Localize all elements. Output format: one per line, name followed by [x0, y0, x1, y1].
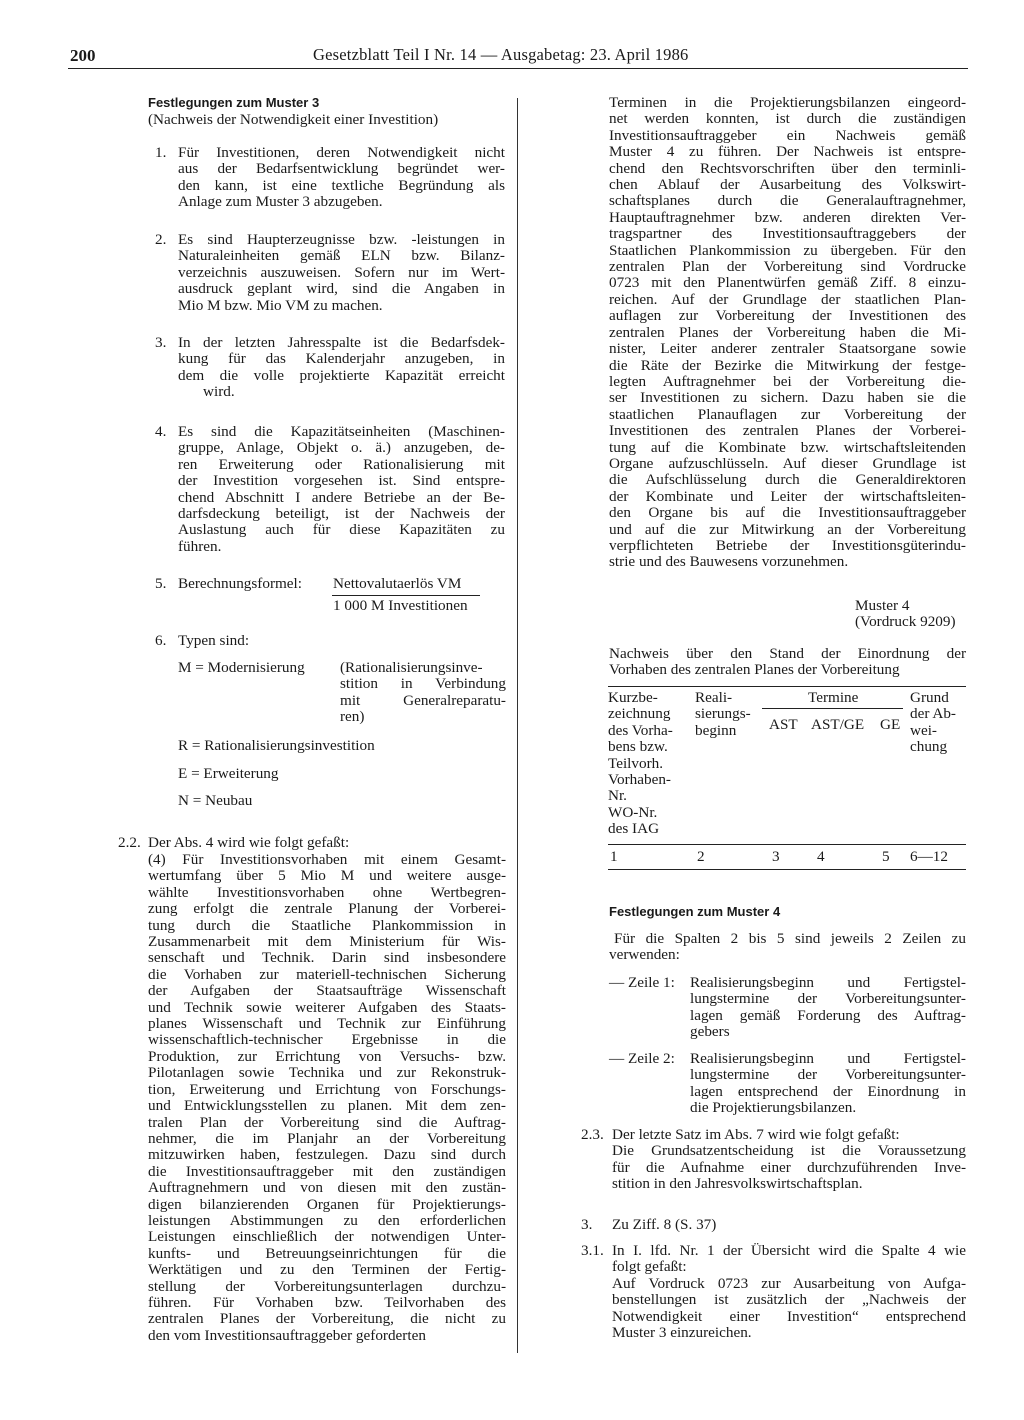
text-line: lungstermine der Vorbereitungsunter- — [690, 990, 966, 1008]
item-number: 6. — [155, 632, 167, 649]
text-line: für die Aufnahme einer durchzuführenden Inve- — [612, 1158, 966, 1176]
text-line: des IAG — [608, 820, 660, 838]
text-line: Organe aufzuschlüsseln. Auf dieser Grundlage ist — [609, 454, 966, 472]
text-line: (4) Für Investitionsvorhaben mit einem Gesamt- — [148, 851, 506, 868]
text-line: staatlichen Planauflagen zur Vorbereitung der — [609, 405, 966, 423]
text-line: Vorhaben des zentralen Planes der Vorbereitung — [609, 661, 900, 679]
text-line: Terminen in die Projektierungsbilanzen eingeord- — [609, 94, 966, 111]
text-line: Nachweis über den Stand der Einordnung der — [609, 645, 966, 662]
text-line: lagen gemäß Forderung des Auftrag- — [690, 1006, 966, 1024]
formula-denominator: 1 000 M Investitionen — [333, 597, 468, 614]
item-number: 5. — [155, 575, 167, 592]
text-line: zentralen Planes der Vorbereitung, die nicht zu — [148, 1310, 506, 1328]
text-line: Für Investitionen, deren Notwendigkeit nicht — [178, 144, 505, 161]
text-line: wählte Investitionsvorhaben ohne Wertbegren- — [148, 883, 506, 901]
col-ast: AST — [769, 716, 798, 733]
text-line: Staatlichen Plankommission zu übergeben. Für den — [609, 241, 966, 259]
item-number: 1. — [155, 144, 167, 161]
section-2-2-body — [148, 852, 506, 1344]
text-line: legten Auftragnehmer bei der Vorbereitung die- — [609, 372, 966, 390]
text-line: des Vorha- — [608, 721, 673, 739]
types-label: Typen sind: — [178, 632, 250, 649]
text-line: Reali- — [695, 689, 733, 706]
item-number: 4. — [155, 423, 167, 440]
text-line: digen bilanzierenden Organen für Projektierungs- — [148, 1195, 506, 1213]
type-e: E = Erweiterung — [178, 765, 279, 782]
text-line: zentralen Plan der Vorbereitung sind Vordrucke — [609, 258, 966, 276]
text-line: führen. Für Vorhaben bzw. Teilvorhaben des — [148, 1293, 506, 1311]
fraction-bar — [332, 595, 480, 596]
subheading-muster-3: (Nachweis der Notwendigkeit einer Investition) — [148, 111, 439, 128]
text-line: die Investitionsauftraggeber mit den zuständigen — [148, 1162, 506, 1180]
text-line: stition in Verbindung — [340, 675, 506, 693]
text-line: folgt gefaßt: — [612, 1258, 687, 1276]
type-m-description — [340, 660, 506, 726]
section-2-3-text — [612, 1127, 966, 1193]
text-line: die Räte der Bezirke die Mitwirkung der festge- — [609, 356, 966, 374]
list-item-1 — [155, 145, 505, 211]
column-divider — [517, 98, 518, 1353]
text-line: ser Investitionen zu sichern. Dazu haben sie die — [609, 389, 966, 407]
text-line: ren Erweiterung oder Rationalisierung mit — [178, 455, 505, 473]
list-item-2 — [155, 232, 505, 314]
col-num-2: 2 — [697, 848, 705, 865]
text-line: wird. — [203, 383, 235, 401]
text-line: Investitionsauftraggeber ein Nachweis gemäß — [609, 126, 966, 144]
text-line: Mio M bzw. Mio VM zu machen. — [178, 296, 383, 314]
zeile-2-label: — Zeile 2: — [609, 1050, 675, 1067]
text-line: Anlage zum Muster 3 abzugeben. — [178, 193, 383, 211]
heading-muster-4: Festlegungen zum Muster 4 — [609, 904, 781, 919]
text-line: Naturaleinheiten gemäß ELN bzw. Bilanz- — [178, 247, 505, 265]
text-line: ausdruck geplant wird, sind die Angaben in — [178, 280, 505, 298]
col-kurzbezeichnung — [608, 690, 673, 838]
muster-4-vordruck: (Vordruck 9209) — [855, 613, 956, 630]
item-number: 2. — [155, 231, 167, 248]
text-line: beginn — [695, 721, 737, 739]
col-num-3: 3 — [772, 848, 780, 865]
text-line: Vorhaben- — [608, 771, 671, 789]
text-line: Auftragnehmern und von diesen mit den zustän- — [148, 1179, 506, 1197]
formula-label: Berechnungsformel: — [178, 575, 302, 592]
text-line: Es sind Haupterzeugnisse bzw. -leistungen in — [178, 231, 505, 248]
text-line: nehmer, die im Planjahr an der Vorbereitung — [148, 1129, 506, 1147]
section-number-3-1: 3.1. — [581, 1242, 604, 1259]
type-r: R = Rationalisierungsinvestition — [178, 737, 375, 754]
col-num-6-12: 6—12 — [910, 848, 948, 865]
text-line: wertumfang über 5 Mio M und weitere ausge- — [148, 867, 506, 885]
text-line: Grund — [910, 689, 949, 706]
text-line: wissenschaftlich-technischer Ergebnisse in die — [148, 1031, 506, 1049]
text-line: reichen. Auf der Grundlage der staatlichen Plan- — [609, 290, 966, 308]
text-line: Hauptauftragnehmer bzw. anderen direkten Ver- — [609, 208, 966, 226]
text-line: planes Wissenschaft und Technik zur Einführung — [148, 1015, 506, 1033]
col-realisierungsbeginn — [695, 690, 751, 739]
text-line: tion, Erweiterung und Errichtung von Forschungs- — [148, 1080, 506, 1098]
item-number: 3. — [155, 334, 167, 351]
text-line: Es sind die Kapazitätseinheiten (Maschinen- — [178, 423, 505, 440]
text-line: Für die Spalten 2 bis 5 sind jeweils 2 Zeilen zu — [614, 930, 966, 947]
text-line: In I. lfd. Nr. 1 der Übersicht wird die Spalte 4 wie — [612, 1242, 966, 1259]
text-line: der Ab- — [910, 705, 956, 723]
text-line: Produktion, zur Errichtung von Versuchs- bzw. — [148, 1047, 506, 1065]
text-line: tragspartner des Investitionsauftraggebers der — [609, 225, 966, 243]
text-line: zentralen Planes der Vorbereitung haben die Mi- — [609, 323, 966, 341]
text-line: ren) — [340, 708, 365, 726]
text-line: Auf Vordruck 0723 zur Ausarbeitung von Aufga- — [612, 1274, 966, 1292]
text-line: und auf die zur Mitwirkung an der Vorbereitung — [609, 520, 966, 538]
termine-rule — [762, 708, 903, 709]
text-line: net werden konnten, ist durch die zuständigen — [609, 110, 966, 128]
text-line: Der letzte Satz im Abs. 7 wird wie folgt gefaßt: — [612, 1126, 900, 1143]
col-grund — [910, 690, 956, 756]
list-item-3 — [155, 335, 505, 401]
section-number-2-2: 2.2. — [118, 834, 141, 851]
text-line: dem die volle projektierte Kapazität erreicht — [178, 366, 505, 384]
text-line: Auslastung auch für diese Kapazitäten zu — [178, 521, 505, 539]
text-line: den Organe bis auf die Investitionsauftraggeber — [609, 504, 966, 522]
text-line: schaftsplanes durch die Generalauftragnehmer, — [609, 192, 966, 210]
table-top-rule — [608, 686, 966, 687]
text-line: darfsdeckung beteiligt, ist der Nachweis der — [178, 505, 505, 523]
text-line: der Investition vorgesehen ist. Sind entspre- — [178, 472, 505, 490]
text-line: stition in den Jahresvolkswirtschaftsplan. — [612, 1175, 863, 1193]
text-line: senschaft und Technik. Darin sind insbesondere — [148, 949, 506, 967]
col-num-5: 5 — [882, 848, 890, 865]
text-line: auflagen zur Vorbereitung der Investitionen des — [609, 307, 966, 325]
text-line: Investitionen des zentralen Planes der Vorberei- — [609, 422, 966, 440]
text-line: den vom Investitionsauftraggeber geforderten — [148, 1326, 426, 1344]
table-bottom-rule — [608, 869, 966, 870]
col-num-1: 1 — [610, 848, 618, 865]
right-continuation-text — [609, 95, 966, 571]
text-line: strie und des Bauwesens vorzunehmen. — [609, 553, 849, 571]
heading-muster-3: Festlegungen zum Muster 3 — [148, 95, 320, 110]
text-line: Muster 4 zu führen. Der Nachweis ist entspre- — [609, 143, 966, 161]
text-line: führen. — [178, 537, 222, 555]
text-line: den kann, ist eine textliche Begründung als — [178, 176, 505, 194]
section-3-text: Zu Ziff. 8 (S. 37) — [612, 1216, 717, 1233]
text-line: kung für das Kalenderjahr anzugeben, in — [178, 350, 505, 368]
text-line: Werktätigen und zu den Terminen der Fertig- — [148, 1261, 506, 1279]
text-line: Notwendigkeit einer Investition“ entsprechend — [612, 1307, 966, 1325]
section-2-2-intro: Der Abs. 4 wird wie folgt gefaßt: — [148, 834, 350, 851]
text-line: tralen Plan der Vorbereitung sind die Auftrag- — [148, 1113, 506, 1131]
text-line: lungstermine der Vorbereitungsunter- — [690, 1066, 966, 1084]
text-line: kunfts- und Betreuungseinrichtungen für die — [148, 1244, 506, 1262]
text-line: verzeichnis auszuweisen. Sofern nur im Wert- — [178, 263, 505, 281]
text-line: gebers — [690, 1023, 730, 1041]
muster-4-intro — [609, 931, 966, 964]
text-line: sierungs- — [695, 705, 751, 723]
text-line: leistungen Abstimmungen zu den erforderlichen — [148, 1211, 506, 1229]
text-line: Pilotanlagen sowie Technika und zur Rekonstruk- — [148, 1064, 506, 1082]
text-line: Realisierungsbeginn und Fertigstel- — [690, 1050, 966, 1067]
col-termine-header: Termine — [808, 689, 859, 706]
text-line: Muster 3 einzureichen. — [612, 1324, 752, 1342]
text-line: chend den Rechtsvorschriften über den terminli- — [609, 159, 966, 177]
text-line: und Entwicklungsstellen zu planen. Mit dem zen- — [148, 1097, 506, 1115]
text-line: stellung der Vorbereitungsunterlagen durchzu- — [148, 1277, 506, 1295]
text-line: chung — [910, 738, 948, 756]
text-line: zeichnung — [608, 705, 671, 723]
text-line: tung auf die Kombinate bzw. wirtschaftsleitenden — [609, 438, 966, 456]
text-line: die Vorhaben zur materiell-technischen Sicherung — [148, 965, 506, 983]
list-item-4 — [155, 424, 505, 555]
text-line: mit Generalreparatu- — [340, 691, 506, 709]
text-line: benstellungen ist zusätzlich der „Nachweis der — [612, 1291, 966, 1309]
text-line: aus der Bedarfsentwicklung begründet wer- — [178, 160, 505, 178]
section-number-2-3: 2.3. — [581, 1126, 604, 1143]
col-ast-ge: AST/GE — [811, 716, 865, 733]
text-line: Leistungen einschließlich der notwendigen Unter- — [148, 1228, 506, 1246]
type-n: N = Neubau — [178, 792, 253, 809]
text-line: In der letzten Jahresspalte ist die Bedarfsdek- — [178, 334, 505, 351]
text-line: Zusammenarbeit mit dem Ministerium für Wis- — [148, 933, 506, 951]
text-line: die Projektierungsbilanzen. — [690, 1099, 857, 1117]
text-line: 0723 mit den Planentwürfen gemäß Ziff. 8 einzu- — [609, 274, 966, 292]
page-number: 200 — [70, 46, 96, 65]
text-line: tung durch die Staatliche Plankommission in — [148, 916, 506, 934]
type-m: M = Modernisierung — [178, 659, 305, 676]
text-line: nister, Leiter anderer zentraler Staatsorgane sowie — [609, 340, 966, 358]
section-number-3: 3. — [581, 1216, 593, 1233]
text-line: (Rationalisierungsinve- — [340, 659, 483, 676]
text-line: wei- — [910, 721, 937, 739]
muster-4-title — [609, 646, 966, 679]
text-line: und Technik sowie weiterer Aufgaben des Staats- — [148, 998, 506, 1016]
text-line: chend Abschnitt I andere Betriebe an der Be- — [178, 488, 505, 506]
text-line: Realisierungsbeginn und Fertigstel- — [690, 974, 966, 991]
text-line: zung erfolgt die zentrale Planung der Vorberei- — [148, 900, 506, 918]
text-line: Die Grundsatzentscheidung ist die Voraussetzung — [612, 1142, 966, 1160]
zeile-1-label: — Zeile 1: — [609, 974, 675, 991]
page-header-title: Gesetzblatt Teil I Nr. 14 — Ausgabetag: 23. April 1986 — [313, 45, 689, 64]
muster-4-label: Muster 4 — [855, 597, 910, 614]
text-line: der Aufgaben der Staatsaufträge Wissenschaft — [148, 982, 506, 1000]
zeile-1-text — [690, 975, 966, 1041]
text-line: Nr. — [608, 787, 627, 805]
formula-numerator: Nettovalutaerlös VM — [333, 575, 462, 592]
text-line: mitzuwirken haben, festzulegen. Dazu sind durch — [148, 1146, 506, 1164]
table-header-rule — [608, 844, 966, 845]
text-line: die Aufschlüsselung durch die Generaldirektoren — [609, 471, 966, 489]
text-line: Kurzbe- — [608, 689, 658, 706]
text-line: chen Ablauf der Ausarbeitung des Volkswirt- — [609, 176, 966, 194]
section-3-1-text — [612, 1243, 966, 1341]
col-num-4: 4 — [817, 848, 825, 865]
text-line: bens bzw. — [608, 738, 668, 756]
text-line: verwenden: — [609, 946, 680, 964]
text-line: gruppe, Anlage, Objekt o. ä.) anzugeben, de- — [178, 439, 505, 457]
text-line: verpflichteten Betriebe der Investitionsgüterindu- — [609, 536, 966, 554]
header-rule — [68, 68, 968, 69]
zeile-2-text — [690, 1051, 966, 1117]
col-ge: GE — [880, 716, 901, 733]
text-line: der Kombinate und Leiter der wirtschaftsleiten- — [609, 487, 966, 505]
text-line: Teilvorh. — [608, 754, 664, 772]
text-line: lagen entsprechend der Einordnung in — [690, 1082, 966, 1100]
text-line: WO-Nr. — [608, 803, 658, 821]
